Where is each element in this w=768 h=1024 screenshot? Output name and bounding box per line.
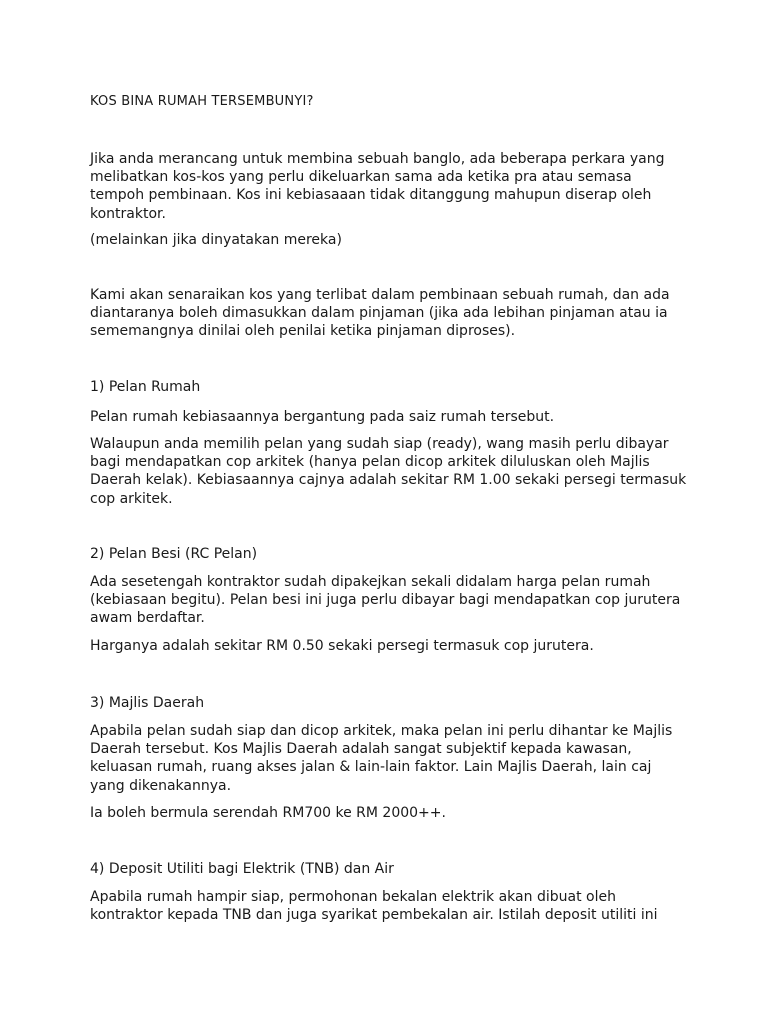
- section-4-paragraph-1: Apabila rumah hampir siap, permohonan bekalan elektrik akan dibuat oleh kontraktor kepada TNB dan juga syarikat pembekalan air. Istilah deposit utiliti ini: [90, 889, 658, 924]
- section-3-paragraph-1: Apabila pelan sudah siap dan dicop arkitek, maka pelan ini perlu dihantar ke Majlis Daerah tersebut. Kos Majlis Daerah adalah sangat subjektif kepada kawasan, keluasan rumah, ruang akses jalan & lain-lain faktor. Lain Majlis Daerah, lain caj yang dikenakannya.: [90, 723, 673, 794]
- document-title: KOS BINA RUMAH TERSEMBUNYI?: [90, 94, 314, 109]
- section-1-paragraph-1: Pelan rumah kebiasaannya bergantung pada saiz rumah tersebut.: [90, 409, 555, 425]
- section-heading-deposit-utiliti: 4) Deposit Utiliti bagi Elektrik (TNB) dan Air: [90, 861, 394, 877]
- section-2-paragraph-1: Ada sesetengah kontraktor sudah dipakejkan sekali didalam harga pelan rumah (kebiasaan begitu). Pelan besi ini juga perlu dibayar bagi mendapatkan cop jurutera awam berdaftar.: [90, 574, 681, 627]
- intro-paragraph-3: Kami akan senaraikan kos yang terlibat dalam pembinaan sebuah rumah, dan ada diantaranya boleh dimasukkan dalam pinjaman (jika ada lebihan pinjaman atau ia sememangnya dinilai oleh penilai ketika pinjaman diproses).: [90, 287, 670, 340]
- section-2-paragraph-2: Harganya adalah sekitar RM 0.50 sekaki persegi termasuk cop jurutera.: [90, 638, 594, 654]
- section-heading-pelan-besi: 2) Pelan Besi (RC Pelan): [90, 546, 258, 562]
- intro-paragraph-2: (melainkan jika dinyatakan mereka): [90, 232, 342, 248]
- intro-paragraph-1: Jika anda merancang untuk membina sebuah banglo, ada beberapa perkara yang melibatkan kos-kos yang perlu dikeluarkan sama ada ketika pra atau semasa tempoh pembinaan. Kos ini kebiasaaan tidak ditanggung mahupun diserap oleh kontraktor.: [90, 151, 665, 222]
- section-1-paragraph-2: Walaupun anda memilih pelan yang sudah siap (ready), wang masih perlu dibayar bagi mendapatkan cop arkitek (hanya pelan dicop arkitek diluluskan oleh Majlis Daerah kelak). Kebiasaannya cajnya adalah sekitar RM 1.00 sekaki persegi termasuk cop arkitek.: [90, 436, 687, 507]
- section-heading-majlis-daerah: 3) Majlis Daerah: [90, 695, 205, 711]
- section-heading-pelan-rumah: 1) Pelan Rumah: [90, 379, 201, 395]
- section-3-paragraph-2: Ia boleh bermula serendah RM700 ke RM 2000++.: [90, 805, 446, 821]
